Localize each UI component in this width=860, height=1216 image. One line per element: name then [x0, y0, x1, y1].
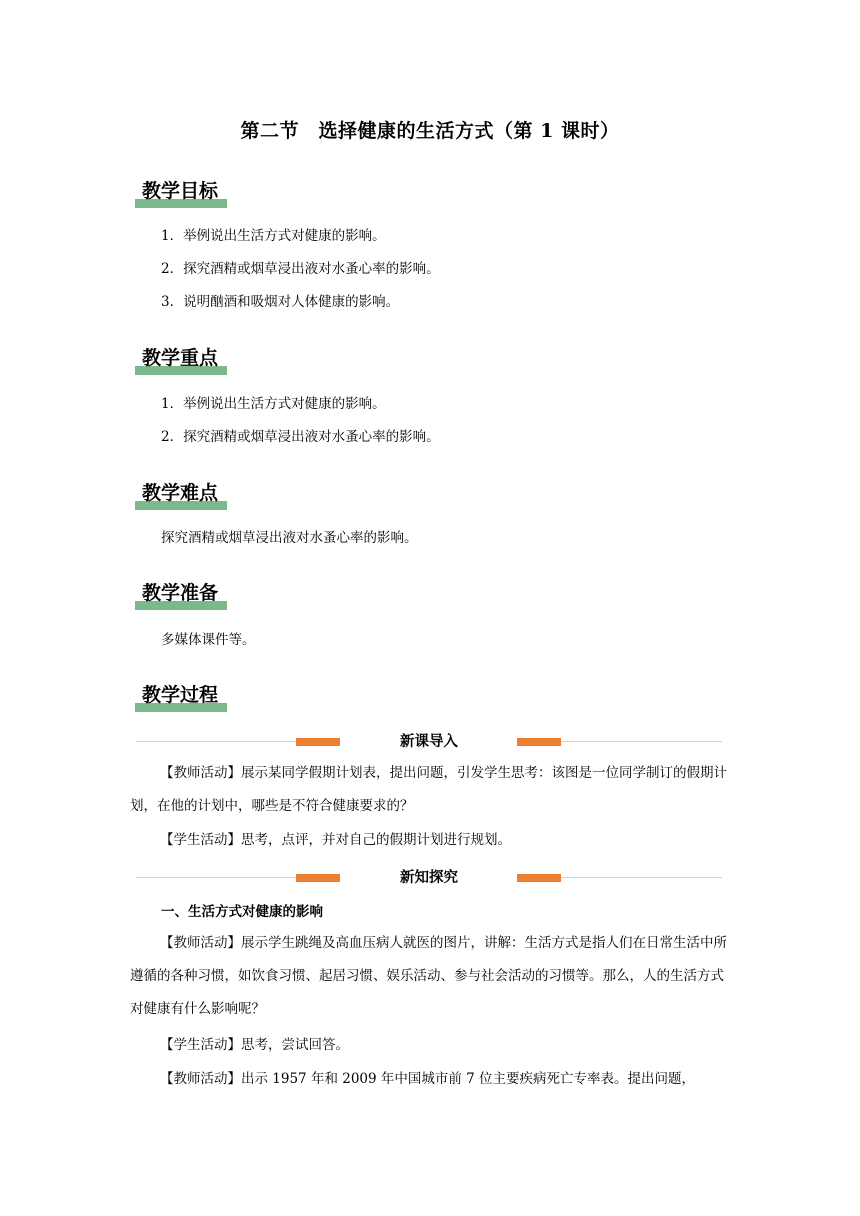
- objective-item: 1．举例说出生活方式对健康的影响。: [161, 228, 386, 244]
- divider-rule-right: [561, 741, 722, 742]
- teacher-activity-paragraph: [130, 927, 730, 1026]
- subheading-lifestyle-health: 一、生活方式对健康的影响: [161, 904, 323, 920]
- student-activity-paragraph: [130, 1029, 730, 1062]
- student-activity-paragraph: [130, 824, 730, 857]
- objective-item: 3．说明酗酒和吸烟对人体健康的影响。: [161, 294, 400, 310]
- section-heading-label: 教学过程: [142, 684, 219, 706]
- section-heading-label: 教学准备: [142, 582, 219, 604]
- teacher-activity-paragraph: [130, 1063, 730, 1096]
- section-heading-objectives: [135, 176, 218, 210]
- paragraph-text: 【教师活动】出示 1957 年和 2009 年中国城市前 7 位主要疾病死亡专率表。提出问题，: [160, 1071, 696, 1087]
- section-heading-process: [135, 680, 218, 714]
- section-heading-label: 教学难点: [142, 482, 219, 504]
- paragraph-text: 【学生活动】思考，点评，并对自己的假期计划进行规划。: [160, 832, 511, 848]
- divider-bar-right: [517, 874, 561, 882]
- key-point-item: 1．举例说出生活方式对健康的影响。: [161, 396, 386, 412]
- objective-item: 2．探究酒精或烟草浸出液对水蚤心率的影响。: [161, 261, 440, 277]
- divider-explore: [136, 870, 722, 890]
- divider-bar-right: [517, 738, 561, 746]
- difficulty-text: 探究酒精或烟草浸出液对水蚤心率的影响。: [161, 530, 418, 546]
- divider-intro: [136, 734, 722, 754]
- paragraph-text: 【学生活动】思考，尝试回答。: [160, 1037, 349, 1053]
- divider-label: 新知探究: [400, 869, 458, 886]
- paragraph-text: 【教师活动】展示某同学假期计划表，提出问题，引发学生思考：该图是一位同学制订的假期计划，在他的计划中，哪些是不符合健康要求的？: [130, 765, 727, 814]
- page-title: 第二节 选择健康的生活方式（第 1 课时）: [240, 120, 620, 142]
- teacher-activity-paragraph: [130, 757, 730, 823]
- section-heading-difficulties: [135, 478, 218, 512]
- paragraph-text: 【教师活动】展示学生跳绳及高血压病人就医的图片，讲解：生活方式是指人们在日常生活中所遵循的各种习惯，如饮食习惯、起居习惯、娱乐活动、参与社会活动的习惯等。那么，人的生活方式对健康有什么影响呢？: [130, 935, 727, 1017]
- preparation-text: 多媒体课件等。: [161, 632, 256, 648]
- divider-rule-right: [561, 877, 722, 878]
- key-point-item: 2．探究酒精或烟草浸出液对水蚤心率的影响。: [161, 429, 440, 445]
- section-heading-preparation: [135, 578, 218, 612]
- section-heading-label: 教学重点: [142, 347, 219, 369]
- section-heading-label: 教学目标: [142, 180, 219, 202]
- divider-label: 新课导入: [400, 733, 458, 750]
- section-heading-key-points: [135, 343, 218, 377]
